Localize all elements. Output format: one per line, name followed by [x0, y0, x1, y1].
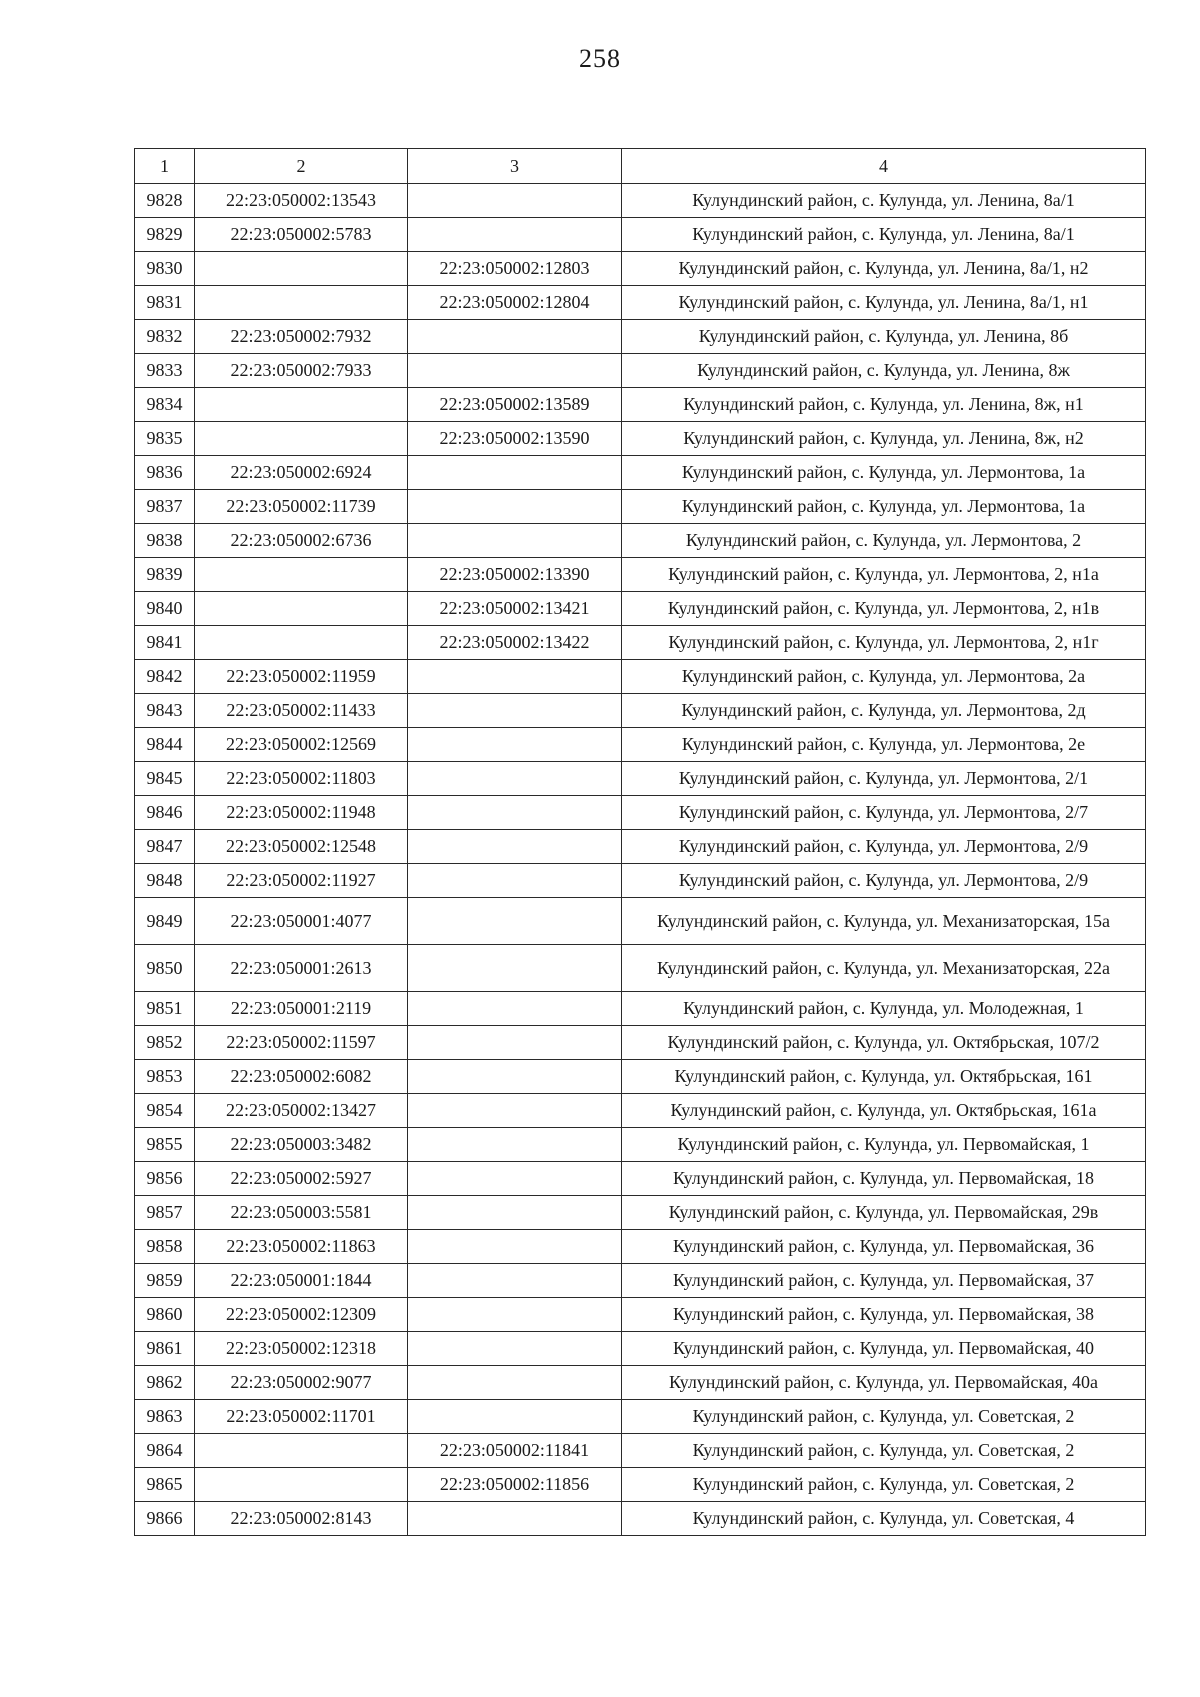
address-cell: Кулундинский район, с. Кулунда, ул. Советская, 4 [622, 1502, 1146, 1536]
address-cell: Кулундинский район, с. Кулунда, ул. Первомайская, 40 [622, 1332, 1146, 1366]
cadastral-number-cell [195, 252, 408, 286]
table-row [135, 218, 1146, 252]
cadastral-number-cell: 22:23:050001:2613 [195, 945, 408, 992]
table-row [135, 320, 1146, 354]
cadastral-number-cell: 22:23:050002:12309 [195, 1298, 408, 1332]
address-cell: Кулундинский район, с. Кулунда, ул. Советская, 2 [622, 1434, 1146, 1468]
table-row [135, 945, 1146, 992]
column-header-2: 2 [195, 149, 408, 184]
premises-cadastral-number-cell: 22:23:050002:13422 [408, 626, 622, 660]
address-cell: Кулундинский район, с. Кулунда, ул. Ленина, 8ж, н1 [622, 388, 1146, 422]
row-number-cell: 9831 [135, 286, 195, 320]
address-cell: Кулундинский район, с. Кулунда, ул. Ленина, 8ж, н2 [622, 422, 1146, 456]
column-header-4: 4 [622, 149, 1146, 184]
address-cell: Кулундинский район, с. Кулунда, ул. Октябрьская, 107/2 [622, 1026, 1146, 1060]
premises-cadastral-number-cell [408, 524, 622, 558]
premises-cadastral-number-cell [408, 1298, 622, 1332]
table-row [135, 864, 1146, 898]
table-row [135, 286, 1146, 320]
page-number: 258 [579, 44, 621, 73]
cadastral-number-cell: 22:23:050002:12548 [195, 830, 408, 864]
address-cell: Кулундинский район, с. Кулунда, ул. Лермонтова, 2/1 [622, 762, 1146, 796]
address-cell: Кулундинский район, с. Кулунда, ул. Первомайская, 1 [622, 1128, 1146, 1162]
row-number-cell: 9860 [135, 1298, 195, 1332]
table-row [135, 660, 1146, 694]
table-row [135, 456, 1146, 490]
cadastral-number-cell: 22:23:050003:5581 [195, 1196, 408, 1230]
cadastral-number-cell [195, 592, 408, 626]
cadastral-number-cell: 22:23:050002:11597 [195, 1026, 408, 1060]
table-row [135, 1332, 1146, 1366]
premises-cadastral-number-cell [408, 864, 622, 898]
table-row [135, 1400, 1146, 1434]
premises-cadastral-number-cell: 22:23:050002:11841 [408, 1434, 622, 1468]
row-number-cell: 9853 [135, 1060, 195, 1094]
table-row [135, 1060, 1146, 1094]
row-number-cell: 9838 [135, 524, 195, 558]
address-cell: Кулундинский район, с. Кулунда, ул. Октябрьская, 161а [622, 1094, 1146, 1128]
address-cell: Кулундинский район, с. Кулунда, ул. Первомайская, 36 [622, 1230, 1146, 1264]
row-number-cell: 9857 [135, 1196, 195, 1230]
table-row [135, 1434, 1146, 1468]
table-row [135, 1298, 1146, 1332]
premises-cadastral-number-cell [408, 796, 622, 830]
row-number-cell: 9852 [135, 1026, 195, 1060]
table-row [135, 728, 1146, 762]
row-number-cell: 9849 [135, 898, 195, 945]
row-number-cell: 9864 [135, 1434, 195, 1468]
premises-cadastral-number-cell [408, 354, 622, 388]
premises-cadastral-number-cell [408, 830, 622, 864]
row-number-cell: 9842 [135, 660, 195, 694]
cadastral-number-cell: 22:23:050002:8143 [195, 1502, 408, 1536]
row-number-cell: 9841 [135, 626, 195, 660]
cadastral-number-cell: 22:23:050002:7933 [195, 354, 408, 388]
cadastral-number-cell: 22:23:050002:6082 [195, 1060, 408, 1094]
premises-cadastral-number-cell [408, 992, 622, 1026]
row-number-cell: 9863 [135, 1400, 195, 1434]
row-number-cell: 9828 [135, 184, 195, 218]
table-row [135, 1196, 1146, 1230]
table-row [135, 1468, 1146, 1502]
table-row [135, 354, 1146, 388]
premises-cadastral-number-cell: 22:23:050002:13421 [408, 592, 622, 626]
table-row [135, 1366, 1146, 1400]
table-row [135, 830, 1146, 864]
cadastral-number-cell: 22:23:050002:11433 [195, 694, 408, 728]
premises-cadastral-number-cell [408, 945, 622, 992]
cadastral-number-cell [195, 422, 408, 456]
row-number-cell: 9850 [135, 945, 195, 992]
column-header-3: 3 [408, 149, 622, 184]
row-number-cell: 9847 [135, 830, 195, 864]
premises-cadastral-number-cell [408, 184, 622, 218]
table-row [135, 1264, 1146, 1298]
table-row [135, 558, 1146, 592]
address-cell: Кулундинский район, с. Кулунда, ул. Лермонтова, 2/9 [622, 864, 1146, 898]
premises-cadastral-number-cell [408, 1332, 622, 1366]
cadastral-number-cell [195, 1434, 408, 1468]
table-row [135, 422, 1146, 456]
table-row [135, 626, 1146, 660]
premises-cadastral-number-cell [408, 218, 622, 252]
row-number-cell: 9837 [135, 490, 195, 524]
cadastral-number-cell: 22:23:050003:3482 [195, 1128, 408, 1162]
address-cell: Кулундинский район, с. Кулунда, ул. Молодежная, 1 [622, 992, 1146, 1026]
row-number-cell: 9833 [135, 354, 195, 388]
premises-cadastral-number-cell [408, 1128, 622, 1162]
column-header-1: 1 [135, 149, 195, 184]
cadastral-number-cell: 22:23:050002:11739 [195, 490, 408, 524]
table-row [135, 1230, 1146, 1264]
cadastral-number-cell: 22:23:050002:13543 [195, 184, 408, 218]
address-cell: Кулундинский район, с. Кулунда, ул. Лермонтова, 1а [622, 456, 1146, 490]
address-cell: Кулундинский район, с. Кулунда, ул. Лермонтова, 2, н1в [622, 592, 1146, 626]
table-row [135, 1094, 1146, 1128]
premises-cadastral-number-cell: 22:23:050002:13390 [408, 558, 622, 592]
address-cell: Кулундинский район, с. Кулунда, ул. Ленина, 8а/1, н2 [622, 252, 1146, 286]
address-cell: Кулундинский район, с. Кулунда, ул. Лермонтова, 1а [622, 490, 1146, 524]
cadastral-number-cell [195, 286, 408, 320]
address-cell: Кулундинский район, с. Кулунда, ул. Лермонтова, 2/9 [622, 830, 1146, 864]
cadastral-number-cell: 22:23:050002:11948 [195, 796, 408, 830]
table-row [135, 1026, 1146, 1060]
premises-cadastral-number-cell [408, 320, 622, 354]
cadastral-number-cell: 22:23:050002:11959 [195, 660, 408, 694]
row-number-cell: 9856 [135, 1162, 195, 1196]
address-cell: Кулундинский район, с. Кулунда, ул. Механизаторская, 15а [622, 898, 1146, 945]
row-number-cell: 9851 [135, 992, 195, 1026]
cadastral-number-cell: 22:23:050002:13427 [195, 1094, 408, 1128]
address-cell: Кулундинский район, с. Кулунда, ул. Советская, 2 [622, 1400, 1146, 1434]
cadastral-number-cell: 22:23:050002:12318 [195, 1332, 408, 1366]
premises-cadastral-number-cell [408, 728, 622, 762]
row-number-cell: 9866 [135, 1502, 195, 1536]
premises-cadastral-number-cell [408, 1196, 622, 1230]
premises-cadastral-number-cell: 22:23:050002:12803 [408, 252, 622, 286]
row-number-cell: 9839 [135, 558, 195, 592]
cadastral-number-cell [195, 626, 408, 660]
table-row [135, 524, 1146, 558]
table-row [135, 762, 1146, 796]
cadastral-number-cell: 22:23:050002:11863 [195, 1230, 408, 1264]
cadastral-number-cell: 22:23:050002:5927 [195, 1162, 408, 1196]
table-row [135, 388, 1146, 422]
row-number-cell: 9835 [135, 422, 195, 456]
table-row [135, 1502, 1146, 1536]
table-row [135, 796, 1146, 830]
registry-table [134, 148, 1146, 1536]
premises-cadastral-number-cell [408, 898, 622, 945]
premises-cadastral-number-cell [408, 1162, 622, 1196]
table-row [135, 592, 1146, 626]
table-row [135, 1162, 1146, 1196]
premises-cadastral-number-cell [408, 490, 622, 524]
row-number-cell: 9843 [135, 694, 195, 728]
cadastral-number-cell: 22:23:050001:4077 [195, 898, 408, 945]
address-cell: Кулундинский район, с. Кулунда, ул. Лермонтова, 2а [622, 660, 1146, 694]
premises-cadastral-number-cell [408, 1264, 622, 1298]
cadastral-number-cell: 22:23:050002:9077 [195, 1366, 408, 1400]
address-cell: Кулундинский район, с. Кулунда, ул. Лермонтова, 2д [622, 694, 1146, 728]
address-cell: Кулундинский район, с. Кулунда, ул. Первомайская, 37 [622, 1264, 1146, 1298]
cadastral-number-cell: 22:23:050001:1844 [195, 1264, 408, 1298]
premises-cadastral-number-cell [408, 660, 622, 694]
premises-cadastral-number-cell: 22:23:050002:12804 [408, 286, 622, 320]
table-row [135, 1128, 1146, 1162]
address-cell: Кулундинский район, с. Кулунда, ул. Ленина, 8б [622, 320, 1146, 354]
address-cell: Кулундинский район, с. Кулунда, ул. Лермонтова, 2 [622, 524, 1146, 558]
row-number-cell: 9848 [135, 864, 195, 898]
row-number-cell: 9862 [135, 1366, 195, 1400]
address-cell: Кулундинский район, с. Кулунда, ул. Лермонтова, 2е [622, 728, 1146, 762]
row-number-cell: 9861 [135, 1332, 195, 1366]
cadastral-number-cell: 22:23:050002:7932 [195, 320, 408, 354]
premises-cadastral-number-cell [408, 694, 622, 728]
row-number-cell: 9845 [135, 762, 195, 796]
row-number-cell: 9859 [135, 1264, 195, 1298]
row-number-cell: 9855 [135, 1128, 195, 1162]
cadastral-number-cell: 22:23:050002:12569 [195, 728, 408, 762]
row-number-cell: 9865 [135, 1468, 195, 1502]
row-number-cell: 9854 [135, 1094, 195, 1128]
premises-cadastral-number-cell [408, 1060, 622, 1094]
row-number-cell: 9832 [135, 320, 195, 354]
address-cell: Кулундинский район, с. Кулунда, ул. Ленина, 8а/1 [622, 218, 1146, 252]
cadastral-number-cell: 22:23:050001:2119 [195, 992, 408, 1026]
cadastral-number-cell [195, 558, 408, 592]
address-cell: Кулундинский район, с. Кулунда, ул. Лермонтова, 2, н1г [622, 626, 1146, 660]
table-row [135, 898, 1146, 945]
premises-cadastral-number-cell [408, 1026, 622, 1060]
cadastral-number-cell: 22:23:050002:6924 [195, 456, 408, 490]
cadastral-number-cell: 22:23:050002:11701 [195, 1400, 408, 1434]
row-number-cell: 9846 [135, 796, 195, 830]
row-number-cell: 9829 [135, 218, 195, 252]
row-number-cell: 9840 [135, 592, 195, 626]
cadastral-number-cell: 22:23:050002:11803 [195, 762, 408, 796]
cadastral-number-cell [195, 1468, 408, 1502]
address-cell: Кулундинский район, с. Кулунда, ул. Первомайская, 29в [622, 1196, 1146, 1230]
premises-cadastral-number-cell [408, 1094, 622, 1128]
table-body [135, 184, 1146, 1536]
row-number-cell: 9834 [135, 388, 195, 422]
row-number-cell: 9844 [135, 728, 195, 762]
row-number-cell: 9836 [135, 456, 195, 490]
header-row [135, 149, 1146, 184]
cadastral-number-cell: 22:23:050002:11927 [195, 864, 408, 898]
premises-cadastral-number-cell [408, 456, 622, 490]
premises-cadastral-number-cell: 22:23:050002:13590 [408, 422, 622, 456]
address-cell: Кулундинский район, с. Кулунда, ул. Ленина, 8а/1, н1 [622, 286, 1146, 320]
cadastral-number-cell: 22:23:050002:6736 [195, 524, 408, 558]
table-row [135, 184, 1146, 218]
table-row [135, 992, 1146, 1026]
address-cell: Кулундинский район, с. Кулунда, ул. Ленина, 8ж [622, 354, 1146, 388]
address-cell: Кулундинский район, с. Кулунда, ул. Первомайская, 18 [622, 1162, 1146, 1196]
cadastral-number-cell: 22:23:050002:5783 [195, 218, 408, 252]
premises-cadastral-number-cell [408, 1366, 622, 1400]
premises-cadastral-number-cell: 22:23:050002:13589 [408, 388, 622, 422]
row-number-cell: 9830 [135, 252, 195, 286]
address-cell: Кулундинский район, с. Кулунда, ул. Лермонтова, 2, н1а [622, 558, 1146, 592]
premises-cadastral-number-cell [408, 762, 622, 796]
address-cell: Кулундинский район, с. Кулунда, ул. Октябрьская, 161 [622, 1060, 1146, 1094]
row-number-cell: 9858 [135, 1230, 195, 1264]
premises-cadastral-number-cell [408, 1502, 622, 1536]
table-row [135, 694, 1146, 728]
premises-cadastral-number-cell [408, 1400, 622, 1434]
premises-cadastral-number-cell [408, 1230, 622, 1264]
address-cell: Кулундинский район, с. Кулунда, ул. Первомайская, 38 [622, 1298, 1146, 1332]
address-cell: Кулундинский район, с. Кулунда, ул. Лермонтова, 2/7 [622, 796, 1146, 830]
address-cell: Кулундинский район, с. Кулунда, ул. Механизаторская, 22а [622, 945, 1146, 992]
address-cell: Кулундинский район, с. Кулунда, ул. Первомайская, 40а [622, 1366, 1146, 1400]
table-row [135, 252, 1146, 286]
address-cell: Кулундинский район, с. Кулунда, ул. Ленина, 8а/1 [622, 184, 1146, 218]
premises-cadastral-number-cell: 22:23:050002:11856 [408, 1468, 622, 1502]
address-cell: Кулундинский район, с. Кулунда, ул. Советская, 2 [622, 1468, 1146, 1502]
cadastral-number-cell [195, 388, 408, 422]
table-row [135, 490, 1146, 524]
